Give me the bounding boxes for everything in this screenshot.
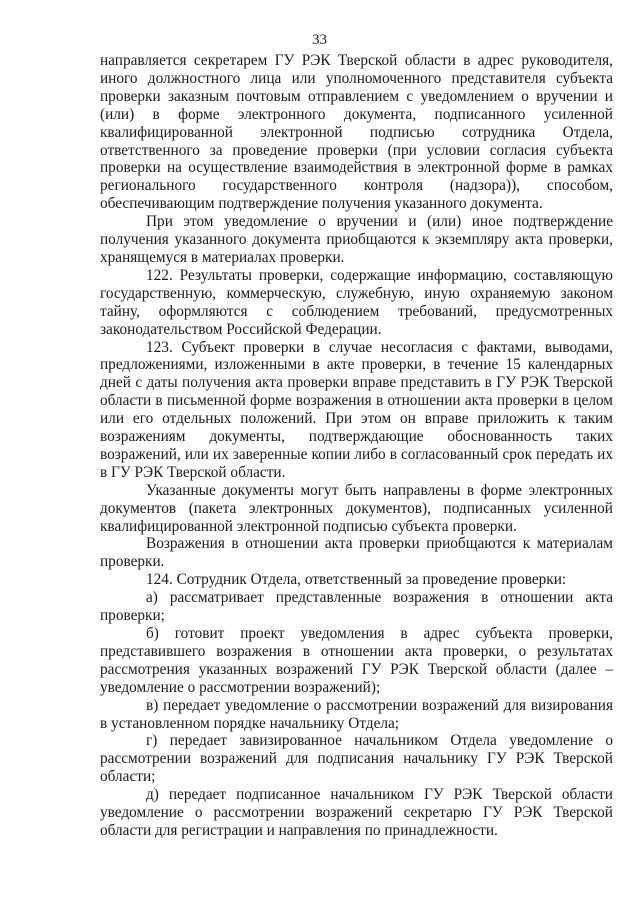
- paragraph: направляется секретарем ГУ РЭК Тверской области в адрес руководителя, иного должностного лица или уполномоченного представителя субъекта проверки заказным почтовым отправлением с уведомлением о вручении и (или) в форме электронного документа, подписанного усиленной квалифицированной электронной подписью сотрудника Отдела, ответственного за проведение проверки (при условии согласия субъекта проверки на осуществление взаимодействия в электронной форме в рамках регионального государственного контроля (надзора)), способом, обеспечивающим подтверждение получения указанного документа.: [100, 52, 613, 213]
- paragraph: д) передает подписанное начальником ГУ РЭК Тверской области уведомление о рассмотрении возражений секретарю ГУ РЭК Тверской области для регистрации и направления по принадлежности.: [100, 786, 613, 839]
- paragraph: в) передает уведомление о рассмотрении возражений для визирования в установленном порядке начальнику Отдела;: [100, 696, 613, 732]
- paragraph: 122. Результаты проверки, содержащие информацию, составляющую государственную, коммерческую, служебную, иную охраняемую законом тайну, оформляются с соблюдением требований, предусмотренных законодательством Российской Федерации.: [100, 266, 613, 338]
- page-number: 33: [312, 32, 327, 48]
- paragraph: Указанные документы могут быть направлены в форме электронных документов (пакета электронных документов), подписанных усиленной квалифицированной электронной подписью субъекта проверки.: [100, 481, 613, 535]
- paragraph: б) готовит проект уведомления в адрес субъекта проверки, представившего возражения в отношении акта проверки, о результатах рассмотрения указанных возражений ГУ РЭК Тверской области (далее – уведомление о рассмотрении возражений);: [100, 625, 613, 696]
- paragraph: 124. Сотрудник Отдела, ответственный за проведение проверки:: [146, 571, 567, 589]
- paragraph: 123. Субъект проверки в случае несогласия с фактами, выводами, предложениями, изложенными в акте проверки, в течение 15 календарных дней с даты получения акта проверки вправе представить в ГУ РЭК Тверской области в письменной форме возражения в отношении акта проверки в целом или его отдельных положений. При этом он вправе приложить к таким возражениям документы, подтверждающие обоснованность таких возражений, или их заверенные копии либо в согласованный срок передать их в ГУ РЭК Тверской области.: [100, 338, 613, 481]
- paragraph: а) рассматривает представленные возражения в отношении акта проверки;: [100, 589, 613, 625]
- paragraph: г) передает завизированное начальником Отдела уведомление о рассмотрении возражений для подписания начальнику ГУ РЭК Тверской области;: [100, 732, 613, 786]
- paragraph: При этом уведомление о вручении и (или) иное подтверждение получения указанного документа приобщаются к экземпляру акта проверки, хранящемуся в материалах проверки.: [100, 213, 613, 266]
- paragraph: Возражения в отношении акта проверки приобщаются к материалам проверки.: [100, 535, 613, 571]
- document-body: [100, 52, 613, 840]
